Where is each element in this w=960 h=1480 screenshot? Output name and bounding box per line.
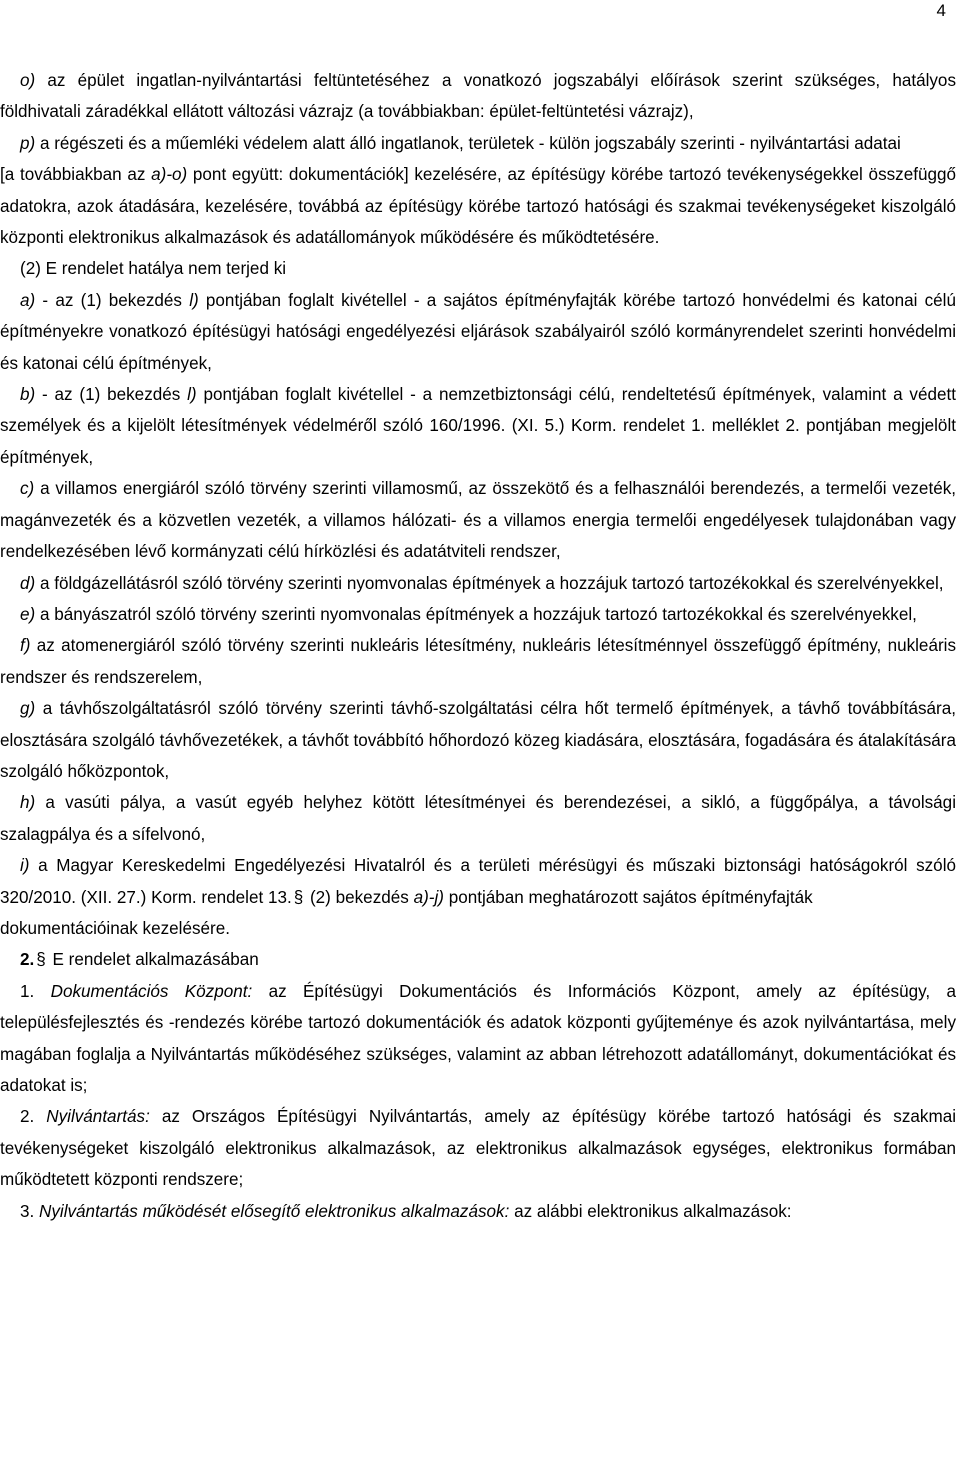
section-number: 2. xyxy=(20,950,35,970)
paragraph-d xyxy=(0,568,956,599)
paragraph-c xyxy=(0,473,956,567)
paragraph-text: [a továbbiakban az xyxy=(0,165,152,185)
definition-number: 2. xyxy=(20,1107,47,1127)
paragraph-a-o-summary xyxy=(0,159,956,253)
item-reference: l) xyxy=(189,290,199,310)
item-label: d) xyxy=(20,573,36,593)
paragraph-e xyxy=(0,599,956,630)
paragraph-text: a földgázellátásról szóló törvény szerinti nyomvonalas építmények a hozzájuk tartozó tartozékokkal és szerelvényekkel, xyxy=(35,573,944,593)
paragraph-text: a régészeti és a műemléki védelem alatt álló ingatlanok, területek - külön jogszabály szerinti - nyilvántartási adatai xyxy=(35,133,901,153)
paragraph-text: a Magyar Kereskedelmi Engedélyezési Hivatalról és a területi mérésügyi és műszaki biztonsági hatóságokról szóló 320/2010. (XII. 27.) Korm. rendelet 13. xyxy=(0,856,956,907)
definition-text: az Országos Építésügyi Nyilvántartás, amely az építésügy körébe tartozó hatósági és szakmai tevékenységeket kiszolgáló elektronikus alkalmazások, az elektronikus alkalmazások egységes, elektronikus formában működtetett központi rendszere; xyxy=(0,1107,957,1190)
item-label: c) xyxy=(20,479,35,499)
item-label: o) xyxy=(20,71,36,90)
item-label: e) xyxy=(20,604,36,624)
item-label: b) xyxy=(20,385,36,405)
definition-term: Nyilvántartás működését elősegítő elektronikus alkalmazások: xyxy=(39,1201,510,1221)
section-sign: § xyxy=(36,950,46,970)
paragraph-text: a villamos energiáról szóló törvény szerinti villamosmű, az összekötő és a felhasználói berendezés, a termelői vezeték, magánvezeték és a közvetlen vezeték, a villamos hálózati- és a villamos energia termelői engedélyesek tulajdonában vagy rendelkezésében lévő kormányzati célú hírközlési és adatátviteli rendszer, xyxy=(0,479,956,562)
item-label: p) xyxy=(20,133,36,153)
paragraph-text: (2) bekezdés xyxy=(305,887,414,907)
definition-number: 3. xyxy=(20,1201,40,1221)
paragraph-text: - az (1) bekezdés xyxy=(35,385,188,405)
paragraph-h xyxy=(0,787,956,850)
paragraph-f xyxy=(0,630,956,693)
item-reference: l) xyxy=(187,385,197,405)
paragraph-text: az épület ingatlan-nyilvántartási feltüntetéséhez a vonatkozó jogszabályi előírások szerint szükséges, hatályos földhivatali záradékkal ellátott változási vázrajz (a továbbiakban: épület-feltüntetési vázrajz), xyxy=(0,71,956,122)
section-sign: § xyxy=(293,887,304,907)
paragraph-text: pontjában foglalt kivétellel - a sajátos építményfajták körébe tartozó honvédelmi és katonai célú építményekre vonatkozó építésügyi hatósági engedélyezési eljárások szabályairól szóló kormányrendelet szerinti honvédelmi és katonai célú építmények, xyxy=(0,290,956,373)
paragraph-text: a vasúti pálya, a vasút egyéb helyhez kötött létesítményei és berendezései, a sikló, a függőpálya, a távolsági szalagpálya és a sífelvonó, xyxy=(0,793,956,844)
paragraph-text: pontjában foglalt kivétellel - a nemzetbiztonsági célú, rendeltetésű építmények, valamint a védett személyek és a kijelölt létesítmények védelméről szóló 160/1996. (XI. 5.) Korm. rendelet 1. melléklet 2. pontjában megjelölt építmények, xyxy=(0,385,956,467)
item-label: a) xyxy=(20,290,36,310)
item-reference: a)-j) xyxy=(413,887,444,907)
definition-3 xyxy=(0,1196,956,1227)
paragraph-dokumentaciok xyxy=(0,913,956,944)
definition-1 xyxy=(0,976,956,1102)
paragraph-i xyxy=(0,850,956,913)
definition-text: az alábbi elektronikus alkalmazások: xyxy=(509,1201,792,1221)
paragraph-a xyxy=(0,285,956,379)
paragraph-text: a bányászatról szóló törvény szerinti nyomvonalas építmények a hozzájuk tartozó tartozékokkal és szerelvényekkel, xyxy=(35,604,917,624)
definition-2 xyxy=(0,1101,956,1195)
document-body xyxy=(0,65,956,1227)
item-label: g) xyxy=(20,699,36,719)
paragraph-p xyxy=(0,128,956,159)
item-label: f) xyxy=(20,636,31,656)
paragraph-2 xyxy=(0,253,956,284)
definition-term: Nyilvántartás: xyxy=(46,1107,150,1127)
paragraph-o xyxy=(0,65,956,128)
paragraph-text: pont együtt: dokumentációk] kezelésére, az építésügy körébe tartozó tevékenységekkel összefüggő adatokra, azok átadására, kezelésére, továbbá az építésügy körébe tartozó hatósági és szakmai tevékenységeket kiszolgáló központi elektronikus alkalmazások és adatállományok működésére és működtetésére. xyxy=(0,165,956,248)
paragraph-text: dokumentációinak kezelésére. xyxy=(0,918,230,938)
paragraph-text: az atomenergiáról szóló törvény szerinti nukleáris létesítmény, nukleáris létesítménnyel összefüggő építmény, nukleáris rendszer és rendszerelem, xyxy=(0,636,956,687)
section-2-heading xyxy=(0,944,956,975)
item-label: h) xyxy=(20,793,36,813)
definition-number: 1. xyxy=(20,981,51,1001)
item-reference: a)-o) xyxy=(151,165,188,185)
paragraph-b xyxy=(0,379,956,473)
paragraph-text: a távhőszolgáltatásról szóló törvény szerinti távhő-szolgáltatási célra hőt termelő építmények, a távhő továbbítására, elosztására szolgáló távhővezetékek, a távhőt továbbító hőhordozó közeg kiadására, elosztására, fogadására és átalakítására szolgáló hőközpontok, xyxy=(0,699,956,781)
paragraph-text: (2) E rendelet hatálya nem terjed ki xyxy=(20,259,287,279)
section-text: E rendelet alkalmazásában xyxy=(47,950,259,970)
paragraph-g xyxy=(0,693,956,787)
item-label: i) xyxy=(20,856,30,876)
page-number: 4 xyxy=(936,1,946,20)
definition-text: az Építésügyi Dokumentációs és Információs Központ, amely az építésügy, a településfejlesztés és -rendezés körébe tartozó dokumentációk és adatok központi gyűjteménye és azok nyilvántartása, mely magában foglalja a Nyilvántartás működéséhez szükséges, valamint az abban létrehozott adatállományt, dokumentációkat és adatokat is; xyxy=(0,981,956,1095)
paragraph-text: pontjában meghatározott sajátos építményfajták xyxy=(443,887,813,907)
definition-term: Dokumentációs Központ: xyxy=(50,981,253,1001)
paragraph-text: - az (1) bekezdés xyxy=(35,290,190,310)
